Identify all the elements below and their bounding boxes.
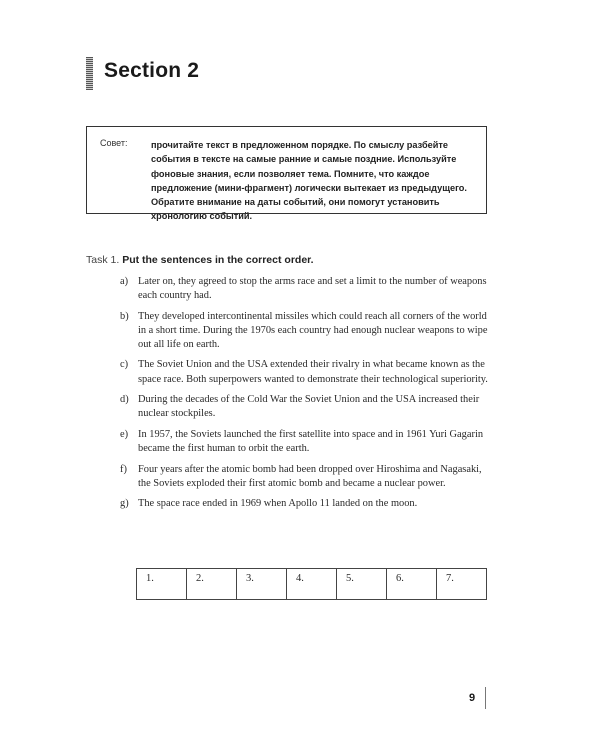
- sentence-letter: a): [120, 276, 129, 287]
- answer-cell[interactable]: 6.: [387, 569, 437, 599]
- sentence-item: [120, 310, 488, 352]
- page-number: 9: [469, 692, 476, 704]
- answer-cell[interactable]: 3.: [237, 569, 287, 599]
- sentence-letter: b): [120, 310, 129, 322]
- task-title: Put the sentences in the correct order.: [122, 254, 314, 266]
- sentence-text: They developed intercontinental missiles which could reach all corners of the world in a short time. During the 1970s each country had enough nuclear weapons to wipe out all life on earth.: [138, 310, 488, 350]
- sentence-item: [120, 275, 488, 303]
- sentence-item: [120, 428, 488, 456]
- answer-cell[interactable]: 1.: [137, 569, 187, 599]
- answer-cell[interactable]: 5.: [337, 569, 387, 599]
- sentence-text: The space race ended in 1969 when Apollo 11 landed on the moon.: [138, 498, 418, 510]
- section-marker: [86, 57, 93, 90]
- sentence-item: [120, 497, 488, 511]
- advice-label: Совет:: [100, 138, 128, 148]
- page-number-rule: [485, 687, 486, 709]
- sentence-letter: f): [120, 463, 127, 475]
- answer-cell[interactable]: 2.: [187, 569, 237, 599]
- section-title: Section 2: [104, 59, 200, 82]
- sentence-text: In 1957, the Soviets launched the first satellite into space and in 1961 Yuri Gagarin became the first human to orbit the earth.: [138, 428, 484, 454]
- sentence-letter: e): [120, 428, 129, 440]
- sentence-letter: c): [120, 359, 129, 371]
- advice-box: [86, 126, 487, 222]
- sentence-text: Later on, they agreed to stop the arms race and set a limit to the number of weapons each country had.: [138, 276, 487, 302]
- answer-cell[interactable]: 4.: [287, 569, 337, 599]
- sentence-text: During the decades of the Cold War the Soviet Union and the USA increased their nuclear stockpiles.: [138, 394, 480, 420]
- answer-table: [136, 568, 487, 600]
- sentence-list: [120, 275, 488, 518]
- answer-cell[interactable]: 7.: [446, 573, 454, 584]
- sentence-item: [120, 393, 488, 421]
- sentence-text: The Soviet Union and the USA extended their rivalry in what became known as the space race. Both superpowers wanted to demonstrate their technological superiority.: [138, 359, 488, 385]
- sentence-item: [120, 463, 488, 491]
- task-heading: [86, 254, 314, 266]
- sentence-text: Four years after the atomic bomb had been dropped over Hiroshima and Nagasaki, the Soviets exploded their first atomic bomb and became a nuclear power.: [138, 463, 482, 489]
- sentence-item: [120, 358, 488, 386]
- sentence-letter: d): [120, 394, 129, 406]
- advice-text: прочитайте текст в предложенном порядке. По смыслу разбейте события в тексте на самые ранние и самые поздние. Используйте фоновые знания, если позволяет тема. Помните, что каждое предложение (мини-фрагмент) логически вытекает из предыдущего. Обратите внимание на даты событий, они помогут установить хронологию событий.: [151, 140, 467, 222]
- sentence-letter: g): [120, 498, 129, 510]
- task-number: Task 1.: [86, 254, 120, 266]
